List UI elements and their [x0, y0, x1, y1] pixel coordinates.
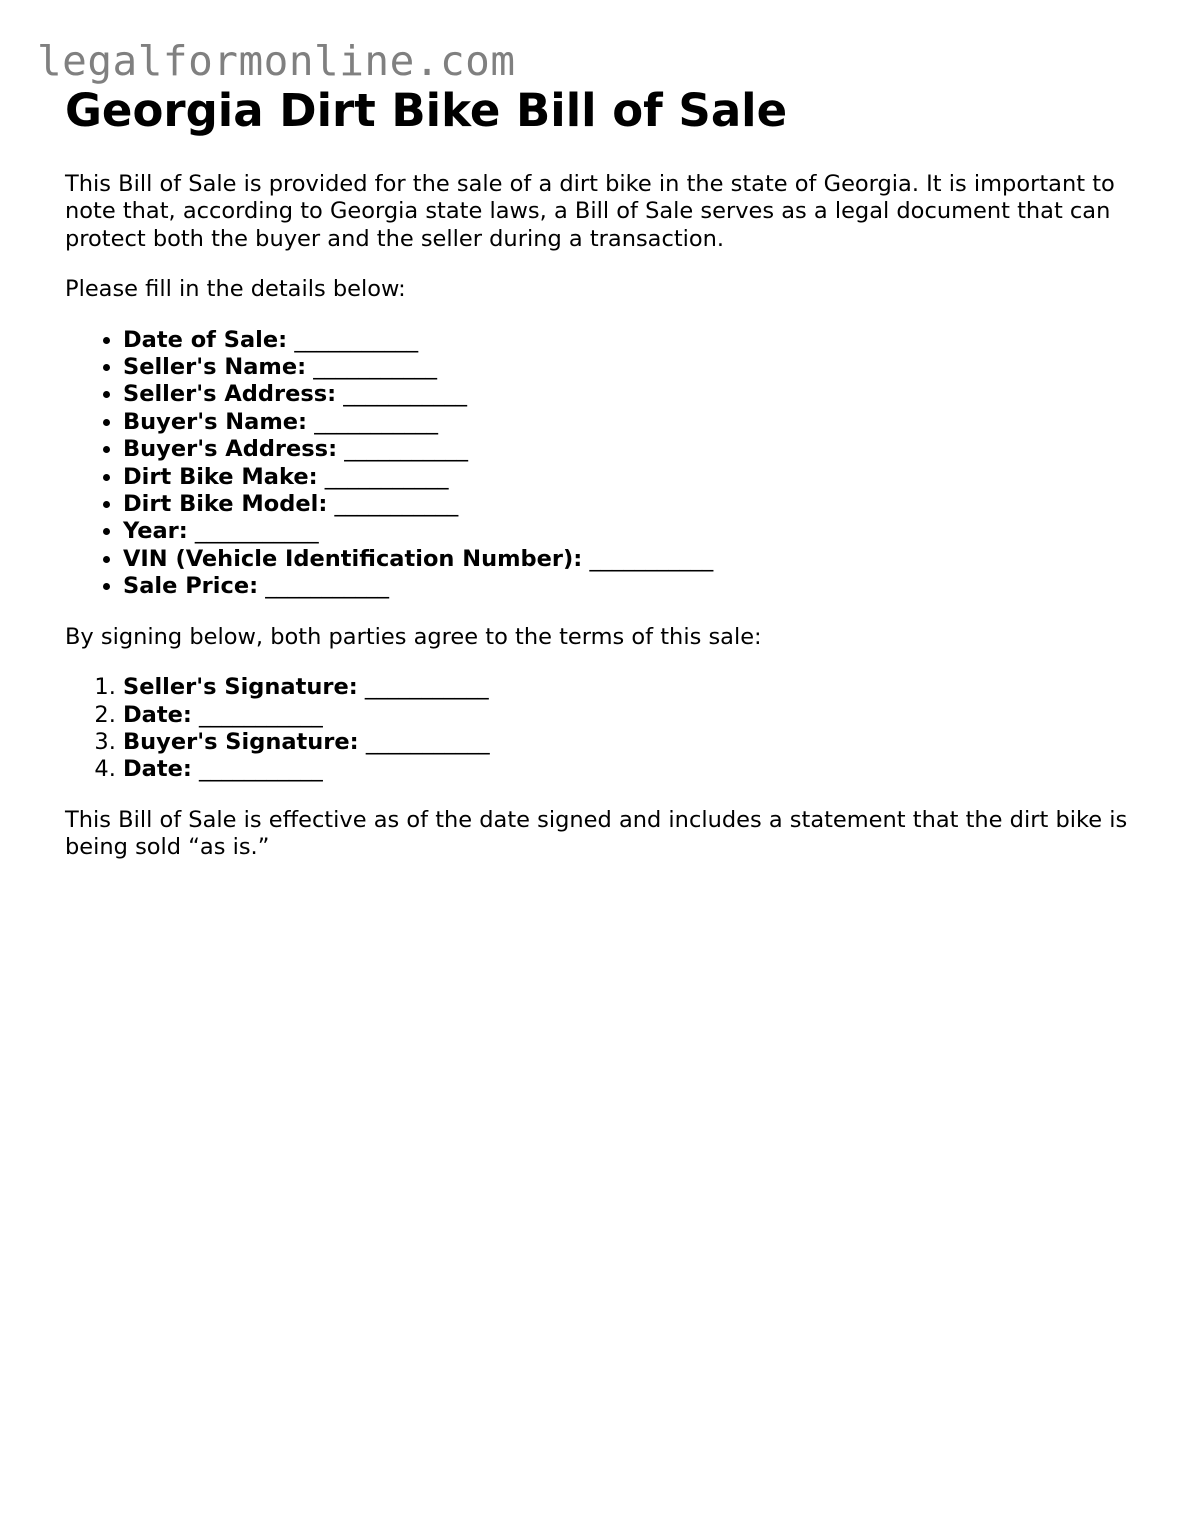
field-label: Date of Sale: [123, 326, 288, 353]
field-year [123, 518, 1135, 545]
details-list [65, 327, 1135, 601]
field-label: Buyer's Address: [123, 436, 338, 463]
field-label: Date: [123, 756, 192, 783]
field-label: Dirt Bike Model: [123, 491, 328, 518]
page-title: Georgia Dirt Bike Bill of Sale [65, 84, 788, 137]
seller-signature-line [123, 674, 1135, 701]
field-label: Seller's Address: [123, 381, 337, 408]
field-blank[interactable]: ___________ [194, 518, 319, 545]
closing-paragraph: This Bill of Sale is effective as of the date signed and includes a statement that the dirt bike is being sold “as is.” [65, 806, 1128, 861]
field-label: Buyer's Signature: [123, 728, 359, 755]
field-buyer-name [123, 409, 1135, 436]
document [65, 84, 1135, 862]
field-blank[interactable]: ___________ [265, 573, 389, 600]
field-seller-name [123, 354, 1135, 381]
field-blank[interactable]: ___________ [314, 408, 438, 435]
field-blank[interactable]: ___________ [313, 354, 437, 381]
signing-prompt: By signing below, both parties agree to the terms of this sale: [65, 623, 762, 650]
field-blank[interactable]: ___________ [324, 463, 449, 490]
seller-date-line [123, 702, 1135, 729]
field-label: Seller's Name: [123, 354, 307, 381]
field-blank[interactable]: ___________ [334, 491, 459, 518]
field-label: Dirt Bike Make: [123, 463, 318, 490]
field-date-of-sale [123, 327, 1135, 354]
field-buyer-address [123, 436, 1135, 463]
field-blank[interactable]: ___________ [294, 326, 419, 353]
field-label: Seller's Signature: [123, 674, 358, 701]
field-blank[interactable]: ___________ [365, 728, 490, 755]
field-label: VIN (Vehicle Identification Number): [123, 545, 583, 572]
buyer-date-line [123, 756, 1135, 783]
field-label: Year: [123, 518, 188, 545]
field-dirt-bike-make [123, 464, 1135, 491]
field-dirt-bike-model [123, 491, 1135, 518]
field-blank[interactable]: ___________ [343, 381, 468, 408]
fill-prompt: Please fill in the details below: [65, 276, 406, 303]
intro-paragraph: This Bill of Sale is provided for the sale of a dirt bike in the state of Georgia. It is important to note that, according to Georgia state laws, a Bill of Sale serves as a legal document that can protect both the buyer and the seller during a transaction. [65, 171, 1115, 252]
field-blank[interactable]: ___________ [344, 436, 468, 463]
field-blank[interactable]: ___________ [199, 756, 323, 783]
signature-list [65, 674, 1135, 784]
field-sale-price [123, 573, 1135, 600]
field-blank[interactable]: ___________ [364, 674, 489, 701]
field-seller-address [123, 381, 1135, 408]
field-blank[interactable]: ___________ [589, 545, 714, 572]
field-label: Date: [123, 701, 192, 728]
buyer-signature-line [123, 729, 1135, 756]
watermark: legalformonline.com [37, 37, 516, 85]
field-label: Buyer's Name: [123, 408, 308, 435]
field-blank[interactable]: ___________ [199, 701, 323, 728]
field-label: Sale Price: [123, 573, 259, 600]
field-vin [123, 546, 1135, 573]
